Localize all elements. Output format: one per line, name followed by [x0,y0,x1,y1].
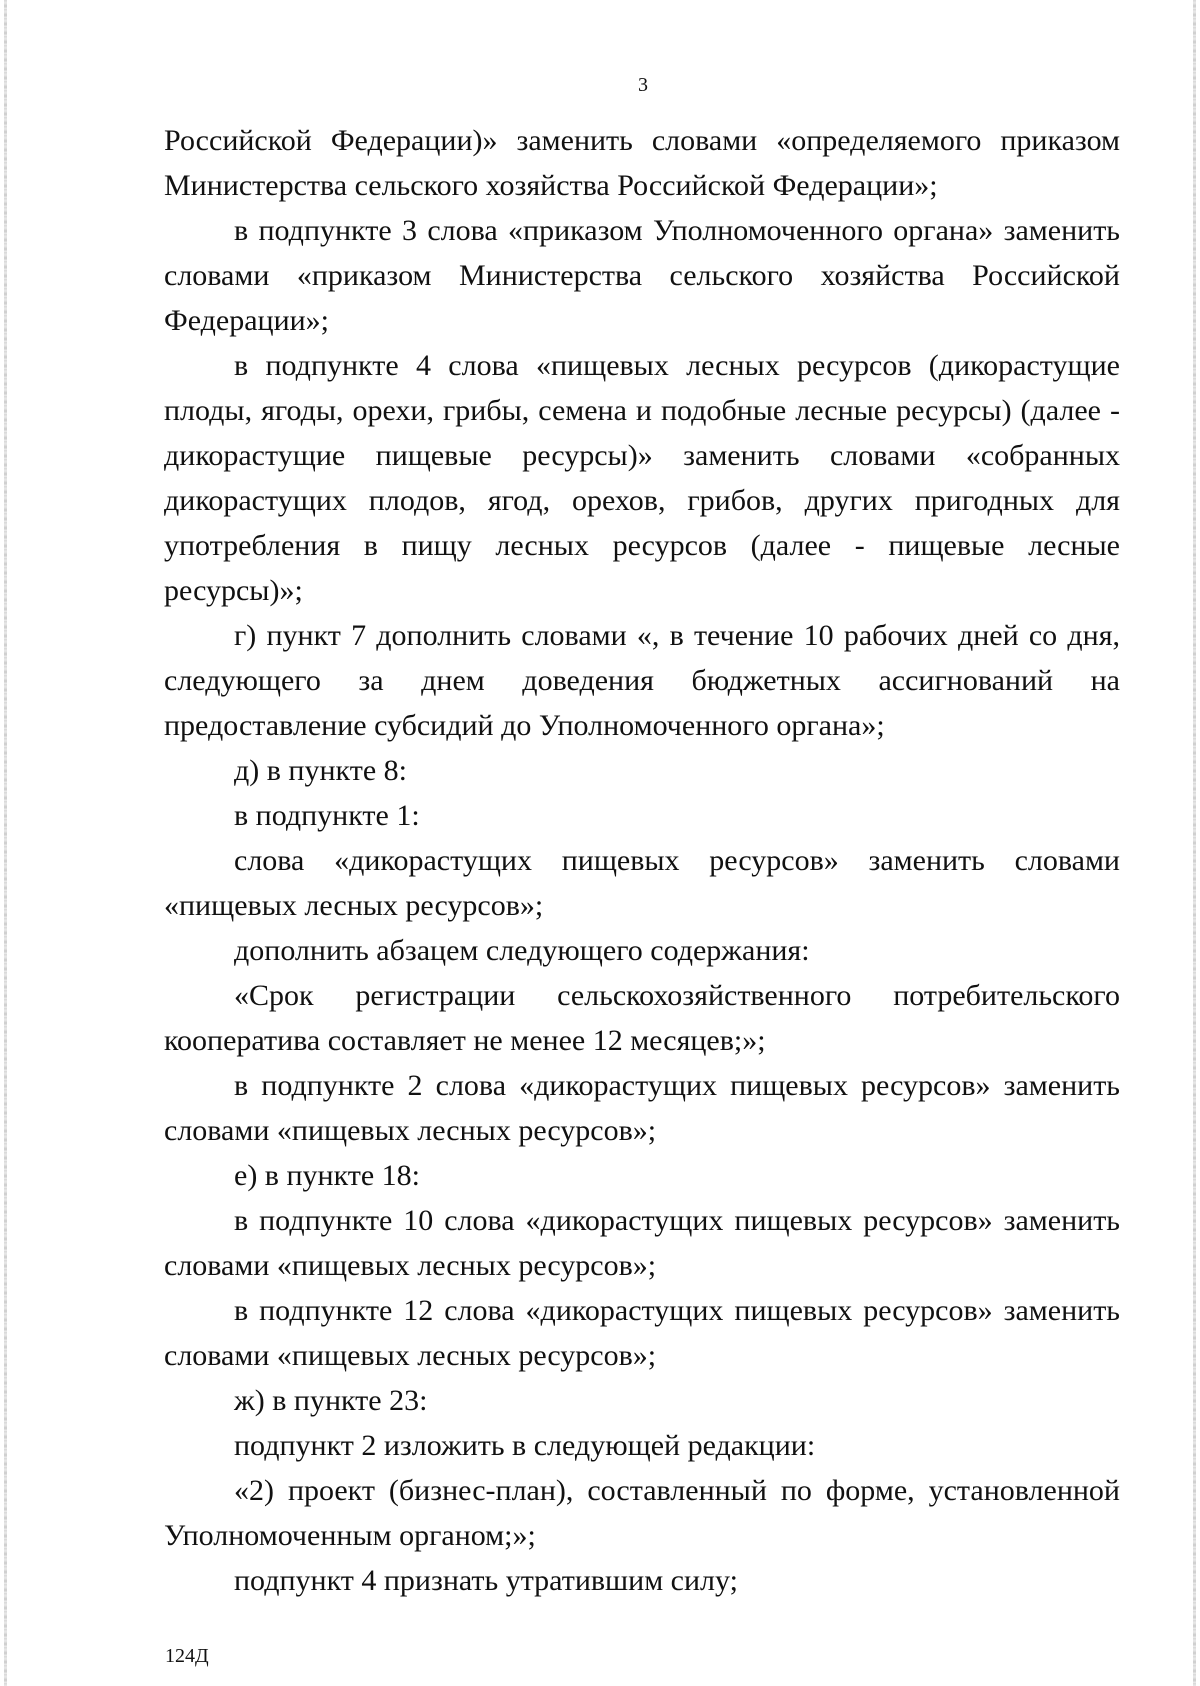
paragraph-continuation: Российской Федерации)» заменить словами «определяемого приказом Министерства сельского хозяйства Российской Федерации»; [164,124,1120,202]
paragraph-subpoint-2: в подпункте 2 слова «дикорастущих пищевых ресурсов» заменить словами «пищевых лесных ресурсов»; [164,1069,1120,1147]
paragraph-business-plan: «2) проект (бизнес-план), составленный по форме, установленной Уполномоченным органом;»; [164,1474,1120,1552]
footer-code: 124Д [165,1645,209,1667]
paragraph-add-abzac: дополнить абзацем следующего содержания: [234,934,810,967]
paragraph-subpoint-4-void: подпункт 4 признать утратившим силу; [234,1564,738,1597]
paragraph-registration-term: «Срок регистрации сельскохозяйственного потребительского кооператива составляет не менее 12 месяцев;»; [164,979,1120,1057]
paragraph-words-replace: слова «дикорастущих пищевых ресурсов» заменить словами «пищевых лесных ресурсов»; [164,844,1120,922]
paragraph-item-e: е) в пункте 18: [234,1159,421,1192]
paragraph-subpoint-1-heading: в подпункте 1: [234,799,420,832]
paragraph-subpoint-3: в подпункте 3 слова «приказом Уполномоченного органа» заменить словами «приказом Министерства сельского хозяйства Российской Федерации»; [164,214,1120,337]
paragraph-item-zh: ж) в пункте 23: [234,1384,428,1417]
paragraph-subpoint-12: в подпункте 12 слова «дикорастущих пищевых ресурсов» заменить словами «пищевых лесных ресурсов»; [164,1294,1120,1372]
paragraph-item-g: г) пункт 7 дополнить словами «, в течение 10 рабочих дней со дня, следующего за днем доведения бюджетных ассигнований на предоставление субсидий до Уполномоченного органа»; [164,619,1120,742]
paragraph-subpoint-2-edit: подпункт 2 изложить в следующей редакции: [234,1429,816,1462]
paragraph-item-d: д) в пункте 8: [234,754,407,787]
paragraph-subpoint-10: в подпункте 10 слова «дикорастущих пищевых ресурсов» заменить словами «пищевых лесных ресурсов»; [164,1204,1120,1282]
page-number: 3 [638,74,648,96]
document-body [164,118,1120,1603]
paragraph-subpoint-4: в подпункте 4 слова «пищевых лесных ресурсов (дикорастущие плоды, ягоды, орехи, грибы, семена и подобные лесные ресурсы) (далее - дикорастущие пищевые ресурсы)» заменить словами «собранных дикорастущих плодов, ягод, орехов, грибов, других пригодных для употребления в пищу лесных ресурсов (далее - пищевые лесные ресурсы)»; [164,349,1120,607]
